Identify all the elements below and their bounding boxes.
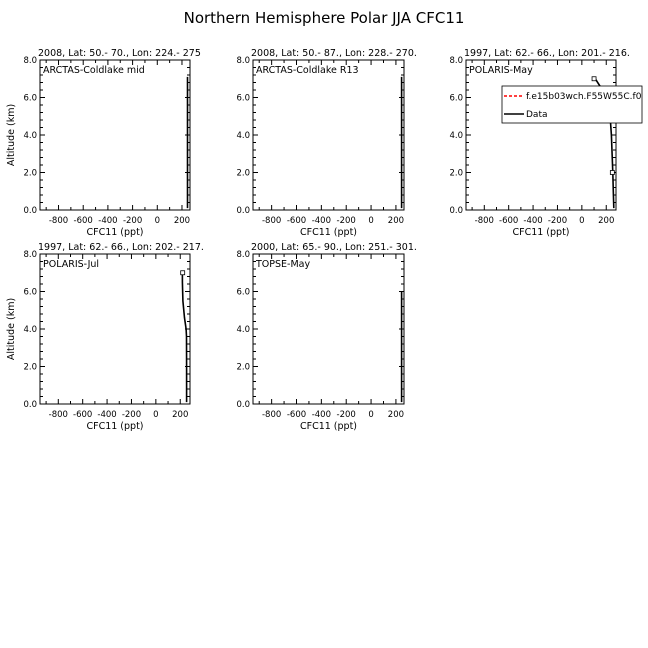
panel-header: 2000, Lat: 65.- 90., Lon: 251.- 301. <box>251 242 417 253</box>
x-tick-label: -800 <box>474 216 494 226</box>
chart-panel <box>6 48 201 238</box>
plot-frame <box>466 60 616 210</box>
x-tick-label: -800 <box>48 410 68 420</box>
y-tick-label: 8.0 <box>449 56 463 66</box>
y-tick-label: 2.0 <box>23 362 37 373</box>
panel-label: TOPSE-May <box>256 259 311 270</box>
y-tick-label: 8.0 <box>23 56 37 66</box>
y-tick-label: 8.0 <box>236 250 250 260</box>
y-tick-label: 6.0 <box>23 287 37 298</box>
x-tick-label: -200 <box>336 216 356 226</box>
x-tick-label: 200 <box>172 410 189 420</box>
plot-frame <box>253 60 404 210</box>
x-tick-label: -400 <box>97 410 117 420</box>
x-tick-label: -200 <box>547 216 568 226</box>
legend-entry: f.e15b03wch.F55W55C.f0 <box>526 92 642 102</box>
panel-label: POLARIS-Jul <box>43 259 100 270</box>
panel-header: 1997, Lat: 62.- 66., Lon: 202.- 217. <box>38 242 204 253</box>
y-tick-label: 6.0 <box>236 287 250 298</box>
x-tick-label: -400 <box>523 216 543 226</box>
x-axis-label: CFC11 (ppt) <box>299 421 358 432</box>
x-tick-label: -600 <box>286 216 307 226</box>
y-tick-label: 4.0 <box>23 325 37 335</box>
x-tick-label: -800 <box>261 410 282 420</box>
panel-label: POLARIS-May <box>469 65 533 76</box>
data-marker <box>610 171 614 175</box>
x-tick-label: -600 <box>73 216 93 226</box>
panel-label: ARCTAS-Coldlake mid <box>43 65 145 76</box>
x-tick-label: 0 <box>153 410 159 420</box>
x-tick-label: -400 <box>311 216 332 226</box>
y-tick-label: 0.0 <box>23 400 37 410</box>
y-axis-label: Altitude (km) <box>6 297 17 361</box>
y-tick-label: 2.0 <box>236 362 250 373</box>
x-tick-label: 200 <box>598 216 615 226</box>
plot-frame <box>253 254 404 404</box>
y-tick-label: 4.0 <box>236 131 250 141</box>
chart-panel <box>236 242 416 432</box>
plot-frame <box>40 254 190 404</box>
y-tick-label: 6.0 <box>449 93 463 104</box>
chart-panel <box>6 242 204 432</box>
panel-header: 1997, Lat: 62.- 66., Lon: 201.- 216. <box>464 48 630 59</box>
y-tick-label: 4.0 <box>236 325 250 335</box>
x-axis-label: CFC11 (ppt) <box>512 227 570 238</box>
y-tick-label: 6.0 <box>236 93 250 104</box>
x-tick-label: -600 <box>286 410 307 420</box>
x-axis-label: CFC11 (ppt) <box>299 227 358 238</box>
x-tick-label: -200 <box>121 410 142 420</box>
legend-entry: Data <box>526 110 548 120</box>
x-tick-label: -600 <box>499 216 519 226</box>
x-tick-label: -200 <box>122 216 143 226</box>
panel-header: 2008, Lat: 50.- 70., Lon: 224.- 275 <box>38 48 201 59</box>
x-tick-label: -800 <box>261 216 282 226</box>
x-tick-label: 0 <box>368 410 374 420</box>
x-tick-label: 0 <box>579 216 585 226</box>
y-tick-label: 2.0 <box>236 168 250 179</box>
x-tick-label: 0 <box>154 216 160 226</box>
y-tick-label: 0.0 <box>236 206 250 216</box>
data-marker <box>181 271 185 275</box>
y-tick-label: 2.0 <box>23 168 37 179</box>
x-tick-label: -600 <box>73 410 93 420</box>
series-line <box>182 273 186 402</box>
y-tick-label: 0.0 <box>23 206 37 216</box>
panel-label: ARCTAS-Coldlake R13 <box>256 65 359 76</box>
x-tick-label: 0 <box>368 216 374 226</box>
x-tick-label: 200 <box>173 216 191 226</box>
y-tick-label: 8.0 <box>23 250 37 260</box>
x-tick-label: -400 <box>311 410 332 420</box>
y-axis-label: Altitude (km) <box>6 103 17 167</box>
y-tick-label: 0.0 <box>449 206 463 216</box>
x-axis-label: CFC11 (ppt) <box>86 227 144 238</box>
figure-title: Northern Hemisphere Polar JJA CFC11 <box>183 9 465 27</box>
y-tick-label: 6.0 <box>23 93 37 104</box>
x-axis-label: CFC11 (ppt) <box>86 421 144 432</box>
x-tick-label: -200 <box>336 410 356 420</box>
y-tick-label: 4.0 <box>449 131 463 141</box>
y-tick-label: 0.0 <box>236 400 250 410</box>
y-tick-label: 8.0 <box>236 56 250 66</box>
chart-panels <box>6 48 642 432</box>
data-marker <box>592 77 596 81</box>
y-tick-label: 4.0 <box>23 131 37 141</box>
chart-panel <box>449 48 642 238</box>
x-tick-label: -800 <box>48 216 69 226</box>
y-tick-label: 2.0 <box>449 168 463 179</box>
x-tick-label: 200 <box>387 410 405 420</box>
x-tick-label: 200 <box>387 216 405 226</box>
plot-frame <box>40 60 190 210</box>
legend <box>502 86 642 123</box>
x-tick-label: -400 <box>98 216 118 226</box>
chart-panel <box>236 48 416 238</box>
panel-header: 2008, Lat: 50.- 87., Lon: 228.- 270. <box>251 48 417 59</box>
